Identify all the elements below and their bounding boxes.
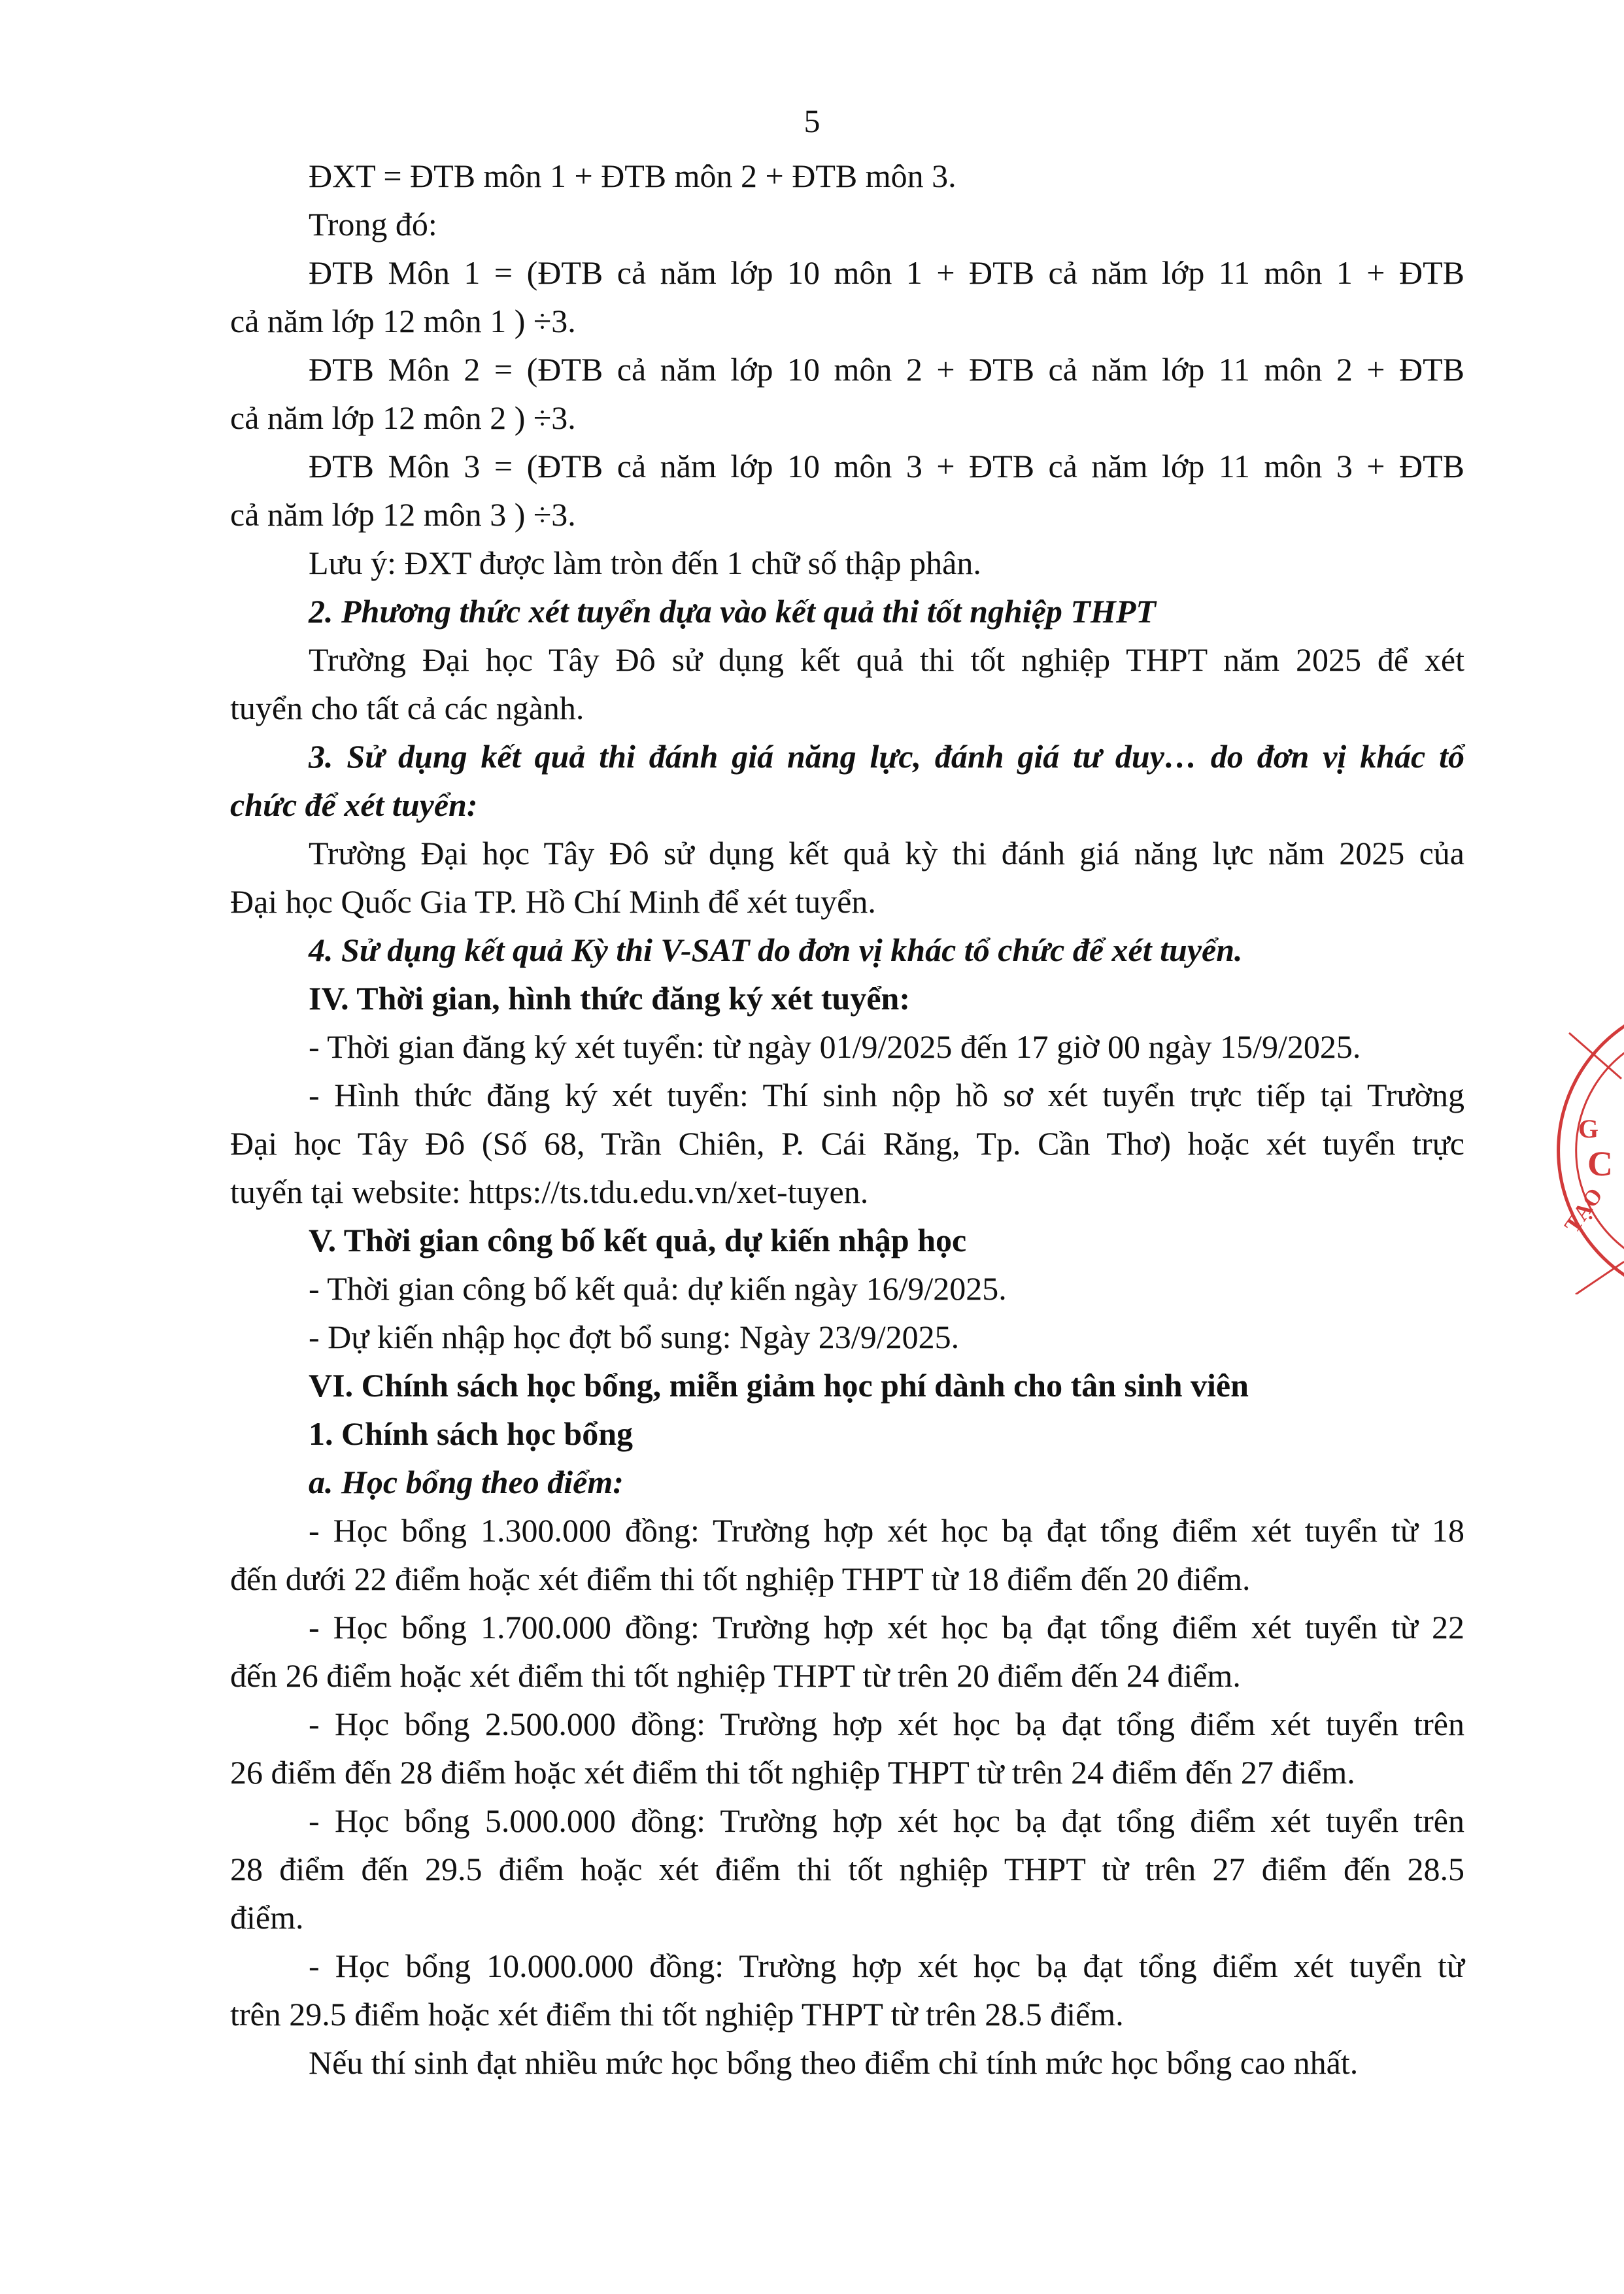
- red-seal-stamp-partial: [1556, 1007, 1624, 1294]
- text-line: Trường Đại học Tây Đô sử dụng kết quả kỳ thi đánh giá năng lực năm 2025 của: [309, 835, 1464, 871]
- text-line: - Học bổng 2.500.000 đồng: Trường hợp xét học bạ đạt tổng điểm xét tuyển trên: [309, 1706, 1464, 1742]
- text-line: 1. Chính sách học bổng: [309, 1415, 633, 1452]
- text-line: ĐTB Môn 3 = (ĐTB cả năm lớp 10 môn 3 + ĐTB cả năm lớp 11 môn 3 + ĐTB: [309, 448, 1464, 484]
- page-number: 5: [804, 103, 820, 139]
- text-line: VI. Chính sách học bổng, miễn giảm học phí dành cho tân sinh viên: [309, 1367, 1249, 1404]
- stamp-letter-c: C: [1587, 1144, 1613, 1183]
- text-line: ĐTB Môn 2 = (ĐTB cả năm lớp 10 môn 2 + ĐTB cả năm lớp 11 môn 2 + ĐTB: [309, 351, 1464, 388]
- text-line: Lưu ý: ĐXT được làm tròn đến 1 chữ số thập phân.: [309, 545, 981, 581]
- text-line: chức để xét tuyển:: [230, 786, 478, 823]
- document-body: [230, 152, 1464, 2087]
- text-line: - Học bổng 5.000.000 đồng: Trường hợp xét học bạ đạt tổng điểm xét tuyển trên: [309, 1802, 1464, 1839]
- text-line: - Học bổng 10.000.000 đồng: Trường hợp xét học bạ đạt tổng điểm xét tuyển từ: [309, 1948, 1464, 1984]
- text-line: ĐXT = ĐTB môn 1 + ĐTB môn 2 + ĐTB môn 3.: [309, 158, 956, 194]
- text-line: cả năm lớp 12 môn 2 ) ÷3.: [230, 399, 576, 436]
- text-line: - Thời gian công bố kết quả: dự kiến ngày 16/9/2025.: [309, 1270, 1007, 1307]
- text-line: - Học bổng 1.300.000 đồng: Trường hợp xét học bạ đạt tổng điểm xét tuyển từ 18: [309, 1512, 1464, 1549]
- text-line: trên 29.5 điểm hoặc xét điểm thi tốt nghiệp THPT từ trên 28.5 điểm.: [230, 1996, 1124, 2033]
- text-line: Đại học Quốc Gia TP. Hồ Chí Minh để xét tuyển.: [230, 883, 876, 920]
- text-line: 26 điểm đến 28 điểm hoặc xét điểm thi tốt nghiệp THPT từ trên 24 điểm đến 27 điểm.: [230, 1754, 1355, 1791]
- text-line: IV. Thời gian, hình thức đăng ký xét tuyển:: [309, 980, 910, 1017]
- text-line: tuyển cho tất cả các ngành.: [230, 690, 584, 726]
- text-line: 4. Sử dụng kết quả Kỳ thi V-SAT do đơn vị khác tổ chức để xét tuyển.: [309, 932, 1243, 968]
- text-line: cả năm lớp 12 môn 3 ) ÷3.: [230, 496, 576, 533]
- text-line: a. Học bổng theo điểm:: [309, 1464, 624, 1500]
- text-line: - Hình thức đăng ký xét tuyển: Thí sinh nộp hồ sơ xét tuyển trực tiếp tại Trường: [309, 1077, 1464, 1113]
- text-line: đến dưới 22 điểm hoặc xét điểm thi tốt nghiệp THPT từ 18 điểm đến 20 điểm.: [230, 1560, 1251, 1597]
- text-line: tuyến tại website: https://ts.tdu.edu.vn/xet-tuyen.: [230, 1173, 869, 1210]
- stamp-letter-g: G: [1578, 1114, 1599, 1143]
- text-line: Đại học Tây Đô (Số 68, Trần Chiên, P. Cái Răng, Tp. Cần Thơ) hoặc xét tuyển trực: [230, 1125, 1464, 1162]
- stamp-mark: [1576, 1262, 1624, 1294]
- text-line: V. Thời gian công bố kết quả, dự kiến nhập học: [309, 1222, 967, 1258]
- text-line: ĐTB Môn 1 = (ĐTB cả năm lớp 10 môn 1 + ĐTB cả năm lớp 11 môn 1 + ĐTB: [309, 254, 1464, 291]
- text-line: điểm.: [230, 1899, 304, 1936]
- text-line: - Thời gian đăng ký xét tuyển: từ ngày 01/9/2025 đến 17 giờ 00 ngày 15/9/2025.: [309, 1028, 1361, 1065]
- text-line: cả năm lớp 12 môn 1 ) ÷3.: [230, 303, 576, 339]
- text-line: Trường Đại học Tây Đô sử dụng kết quả thi tốt nghiệp THPT năm 2025 để xét: [309, 641, 1464, 678]
- text-line: đến 26 điểm hoặc xét điểm thi tốt nghiệp THPT từ trên 20 điểm đến 24 điểm.: [230, 1657, 1241, 1694]
- text-line: 2. Phương thức xét tuyển dựa vào kết quả thi tốt nghiệp THPT: [309, 593, 1156, 630]
- stamp-mark: [1569, 1033, 1621, 1079]
- text-line: - Học bổng 1.700.000 đồng: Trường hợp xét học bạ đạt tổng điểm xét tuyển từ 22: [309, 1609, 1464, 1645]
- text-line: Trong đó:: [309, 206, 437, 243]
- text-line: - Dự kiến nhập học đợt bổ sung: Ngày 23/9/2025.: [309, 1319, 960, 1355]
- text-line: 28 điểm đến 29.5 điểm hoặc xét điểm thi tốt nghiệp THPT từ trên 27 điểm đến 28.5: [230, 1851, 1464, 1887]
- text-line: 3. Sử dụng kết quả thi đánh giá năng lực, đánh giá tư duy… do đơn vị khác tổ: [309, 738, 1464, 775]
- stamp-letters-tao: TẠO: [1560, 1184, 1608, 1238]
- text-line: Nếu thí sinh đạt nhiều mức học bổng theo điểm chỉ tính mức học bổng cao nhất.: [309, 2044, 1359, 2081]
